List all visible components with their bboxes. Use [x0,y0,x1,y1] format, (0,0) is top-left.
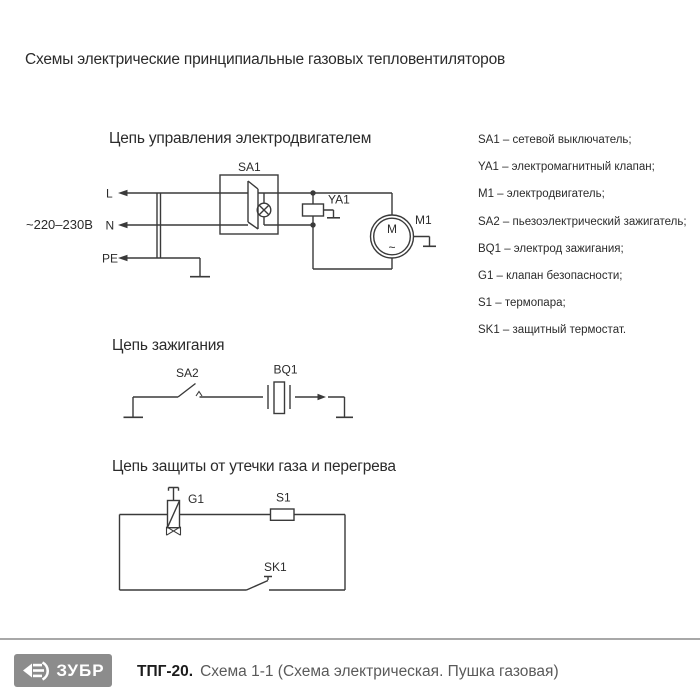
ya1-label: YA1 [328,192,350,207]
brand-name: ЗУБР [56,660,105,680]
legend-item: SA2 – пьезоэлектрический зажигатель; [478,215,687,228]
legend-item: BQ1 – электрод зажигания; [478,242,624,255]
legend-item: M1 – электродвигатель; [478,188,605,201]
sa2-switch-blade [133,384,196,398]
legend [478,134,700,352]
wires [120,488,346,591]
junction-dot [310,190,315,195]
sa1-label: SA1 [238,160,261,174]
g1-label: G1 [188,492,205,506]
protection-circuit-diagram [110,480,355,602]
arrow-right-icon [318,394,327,400]
legend-item: S1 – термопара; [478,297,566,310]
sk1-label: SK1 [264,560,287,574]
motor-control-circuit-diagram [95,155,445,295]
motor-control-circuit-title: Цепь управления электродвигателем [109,130,372,147]
sa2-label: SA2 [176,366,199,380]
motor-ground-lead [414,237,430,247]
motor-ac-symbol: ~ [388,240,396,255]
wire-bottom-to-motor [313,216,392,269]
terminal-l-label: L [106,186,113,201]
sk1-thermal-mark [264,577,272,581]
arrow-left-icon [118,222,128,229]
sa1-switch-blades [248,181,258,229]
zubr-arrow-icon [21,659,51,683]
bq1-label: BQ1 [273,362,298,377]
g1-valve-diagonal [168,501,180,528]
ya1-ground-lead [324,210,334,218]
arrow-left-icon [118,190,128,197]
ignition-circuit-title: Цепь зажигания [112,337,225,354]
ignition-circuit-diagram [115,360,360,430]
page-title: Схемы электрические принципиальные газовых тепловентиляторов [25,51,506,68]
s1-label: S1 [276,490,291,505]
g1-actuator-icon [169,488,179,501]
m1-label: M1 [415,213,432,227]
arrow-left-icon [118,255,128,262]
s1-thermocouple-symbol [271,509,295,520]
indicator-lamp-cross [259,205,269,214]
sa2-contact-mark [196,392,202,397]
motor-letter: M [387,222,397,236]
right-terminal-lead [328,397,345,417]
legend-item: YA1 – электромагнитный клапан; [478,161,655,174]
junction-dot [310,222,315,227]
schema-description: Схема 1-1 (Схема электрическая. Пушка газовая) [200,663,559,680]
bq1-electrode-symbol [274,382,285,414]
legend-item: SA1 – сетевой выключатель; [478,134,632,146]
brand-logo [14,654,112,687]
footer-caption [137,663,559,681]
model-number: ТПГ-20. [137,663,194,680]
supply-voltage-label: ~220–230В [26,217,93,232]
legend-item: SK1 – защитный термостат. [478,324,627,337]
ya1-coil-symbol [303,204,324,216]
sa1-input-stubs [220,193,248,225]
side-wires [120,515,346,591]
terminal-n-label: N [105,218,115,233]
sk1-switch-blade [247,581,269,591]
wire-pe [126,258,200,276]
legend-item: G1 – клапан безопасности; [478,269,623,282]
protection-circuit-title: Цепь защиты от утечки газа и перегрева [112,458,396,475]
terminal-pe-label: PE [102,251,119,266]
footer-divider [0,638,700,640]
